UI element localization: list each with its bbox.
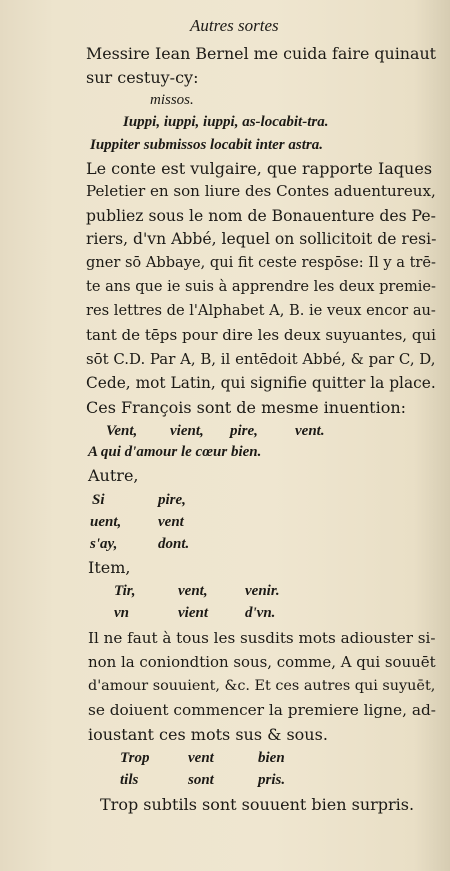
text-line-9: riers, d'vn Abbé, lequel on sollicitoit de resi- — [86, 230, 437, 248]
verse1-line-2: A qui d'amour le cœur bien. — [88, 444, 262, 460]
verse3-word: vn — [114, 605, 129, 621]
verse3-word: d'vn. — [245, 605, 276, 621]
running-head: Autres sortes — [190, 16, 279, 35]
verse2-word: dont. — [158, 536, 190, 552]
verse1-word: pire, — [230, 423, 258, 439]
text-line-2: sur cestuy-cy: — [86, 68, 199, 87]
text-line-last: Trop subtils sont souuent bien surpris. — [100, 795, 415, 814]
verse1-word: vient, — [170, 423, 204, 439]
verse3-word: Tir, — [114, 583, 136, 599]
text-line-iuppiter: Iuppiter submissos locabit inter astra. — [90, 137, 323, 153]
text-line-13: tant de tēps pour dire les deux suyuantes, qui — [86, 326, 436, 344]
text-line-missos: missos. — [150, 92, 194, 108]
verse3-word: venir. — [245, 583, 280, 599]
text-line-18: non la coniondtion sous, comme, A qui souuēt — [88, 653, 436, 671]
verse4-word: tils — [120, 772, 139, 788]
text-line-12: res lettres de l'Alphabet A, B. ie veux encor au- — [86, 302, 436, 319]
text-line-20: se doiuent commencer la premiere ligne, ad- — [88, 701, 436, 719]
text-line-10: gner sō Abbaye, qui fit ceste respōse: Il y a trē- — [86, 254, 436, 271]
text-line-19: d'amour souuient, &c. Et ces autres qui suyuēt, — [88, 678, 436, 694]
verse2-word: pire, — [158, 492, 186, 508]
verse1-word: Vent, — [106, 423, 138, 439]
verse4-word: bien — [258, 750, 285, 766]
verse2-word: uent, — [90, 514, 122, 530]
text-line-8: publiez sous le nom de Bonauenture des Pe- — [86, 206, 436, 225]
verse2-word: s'ay, — [90, 536, 118, 552]
text-line-7: Peletier en son liure des Contes aduentureux, — [86, 182, 436, 200]
verse2-word: vent — [158, 514, 184, 530]
autre-label: Autre, — [88, 466, 139, 485]
text-line-14: sōt C.D. Par A, B, il entēdoit Abbé, & par C, D, — [86, 350, 436, 368]
verse3-word: vient — [178, 605, 208, 621]
text-line-11: te ans que ie suis à apprendre les deux premie- — [86, 278, 436, 295]
text-line-1: Messire Iean Bernel me cuida faire quinaut — [86, 44, 437, 63]
verse3-word: vent, — [178, 583, 208, 599]
verse2-word: Si — [92, 492, 105, 508]
text-line-16: Ces François sont de mesme inuention: — [86, 398, 407, 417]
text-line-6: Le conte est vulgaire, que rapporte Iaques — [86, 159, 433, 178]
verse1-word: vent. — [295, 423, 325, 439]
text-line-21: ioustant ces mots sus & sous. — [88, 725, 328, 744]
verse4-word: sont — [188, 772, 214, 788]
verse4-word: Trop — [120, 750, 150, 766]
verse4-word: pris. — [258, 772, 286, 788]
verse4-word: vent — [188, 750, 214, 766]
text-line-iuppi: Iuppi, iuppi, iuppi, as-locabit-tra. — [123, 114, 329, 130]
text-line-17: Il ne faut à tous les susdits mots adiouster si- — [88, 629, 436, 647]
item-label: Item, — [88, 558, 131, 577]
text-line-15: Cede, mot Latin, qui signifie quitter la place. — [86, 374, 436, 392]
